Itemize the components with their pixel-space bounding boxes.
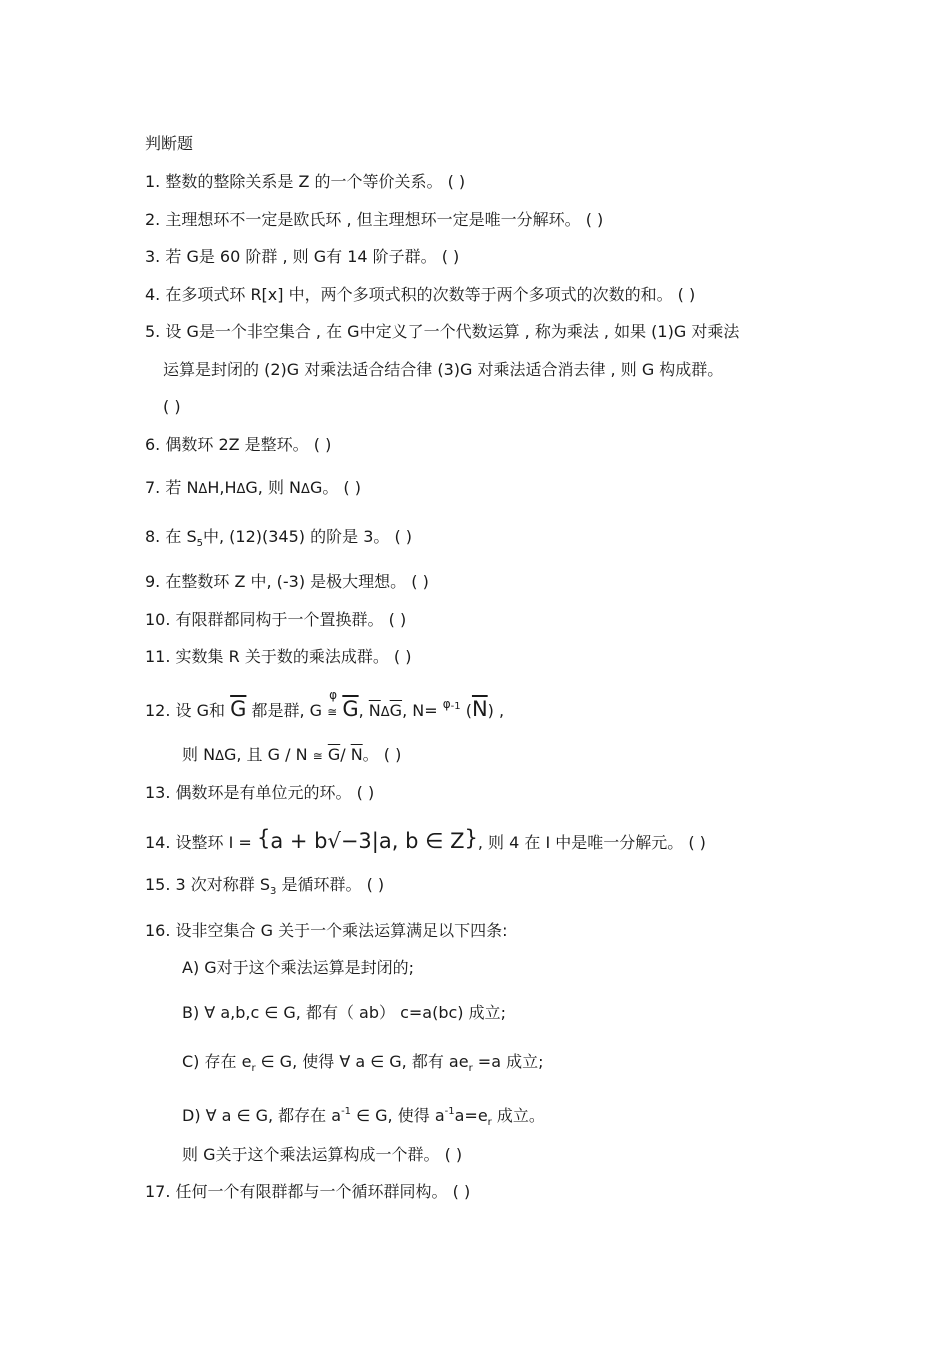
question-9: 9. 在整数环 Z 中, (-3) 是极大理想。 ( ): [145, 572, 429, 591]
q14-c: , 则 4 在 I 中是唯一分解元。 ( ): [477, 833, 706, 852]
q7-mid2: G, 则 N: [245, 478, 302, 497]
isomorphic-symbol: ≅: [312, 749, 323, 763]
q12-line2c: G, 且 G / N: [223, 745, 308, 764]
q16-d-superscript: -1: [341, 1106, 352, 1117]
q8-subscript: 5: [196, 538, 203, 549]
q12-l: (: [465, 701, 472, 720]
q12-gbar-3: $\overline{G}$: [389, 701, 403, 720]
q12-gbar-4: $\overline{G}$: [327, 745, 341, 764]
question-7: [145, 478, 361, 500]
q15-subscript: 3: [270, 886, 277, 897]
question-17: 17. 任何一个有限群都与一个循环群同构。 ( ): [145, 1182, 471, 1201]
q15-prefix: 15. 3 次对称群 S: [145, 875, 271, 894]
question-8: [145, 527, 412, 554]
question-12-line-1: [145, 688, 505, 723]
q12-line2h: 。 ( ): [362, 745, 402, 764]
normal-subgroup-symbol: Δ: [301, 482, 310, 497]
q12-a: 12. 设 G和: [145, 701, 226, 720]
question-6: 6. 偶数环 2Z 是整环。 ( ): [145, 435, 332, 454]
q16-d-mid: ∈ G, 使得 a: [351, 1106, 445, 1125]
q16-c-end: =a 成立;: [472, 1052, 544, 1071]
phi-inverse-symbol: φ: [442, 697, 451, 711]
q12-i: , N=: [402, 701, 438, 720]
question-16-title: 16. 设非空集合 G 关于一个乘法运算满足以下四条:: [145, 921, 508, 940]
q12-nbar-3: $\overline{N}$: [350, 745, 363, 764]
section-heading: 判断题: [145, 134, 194, 153]
q12-nbar-2: $\overline{N}$: [471, 697, 488, 721]
normal-subgroup-symbol: Δ: [236, 482, 246, 497]
q16-d-subscript: r: [487, 1117, 492, 1128]
question-11: 11. 实数集 R 关于数的乘法成群。 ( ): [145, 647, 412, 666]
q14-a: 14. 设整环 I =: [145, 833, 252, 852]
question-3: 3. 若 G是 60 阶群 , 则 G有 14 阶子群。 ( ): [145, 247, 460, 266]
question-15: [145, 875, 384, 902]
question-5-line-2: 运算是封闭的 (2)G 对乘法适合结合律 (3)G 对乘法适合消去律 , 则 G 构成群。: [163, 360, 724, 379]
question-14: [145, 828, 706, 853]
question-13: 13. 偶数环是有单位元的环。 ( ): [145, 783, 375, 802]
q14-left-brace: {: [256, 826, 271, 850]
q8-prefix: 8. 在 S: [145, 527, 197, 546]
q16-d-mid2: a=e: [454, 1106, 488, 1125]
normal-subgroup-symbol: Δ: [198, 482, 208, 497]
question-2: 2. 主理想环不一定是欧氏环 , 但主理想环一定是唯一分解环。 ( ): [145, 210, 604, 229]
question-16-condition-d: [182, 1102, 545, 1133]
q16-c-subscript: r: [251, 1063, 256, 1074]
q16-c-pre: C) 存在 e: [182, 1052, 252, 1071]
question-12-line-2: [182, 745, 401, 767]
inverse-superscript: -1: [450, 701, 461, 712]
q7-prefix: 7. 若 N: [145, 478, 199, 497]
normal-subgroup-symbol: Δ: [380, 705, 390, 720]
q12-slash: /: [340, 745, 346, 764]
question-5-line-3: ( ): [163, 397, 181, 416]
q12-c: 都是群, G: [251, 701, 323, 720]
question-16-conclusion: 则 G关于这个乘法运算构成一个群。 ( ): [182, 1145, 463, 1164]
q14-set-expression: a + b√−3|a, b ∈ Z: [270, 829, 465, 853]
question-16-condition-c: [182, 1052, 544, 1079]
question-16-condition-a: A) G对于这个乘法运算是封闭的;: [182, 958, 415, 977]
q16-c-mid: ∈ G, 使得 ∀ a ∈ G, 都有 ae: [255, 1052, 469, 1071]
question-5-line-1: 5. 设 G是一个非空集合 , 在 G中定义了一个代数运算 , 称为乘法 , 如果 (1)G 对乘法: [145, 322, 740, 341]
question-1: 1. 整数的整除关系是 Z 的一个等价关系。 ( ): [145, 172, 466, 191]
q14-right-brace: }: [464, 826, 478, 850]
q16-c-subscript-2: r: [468, 1063, 473, 1074]
normal-subgroup-symbol: Δ: [215, 749, 224, 764]
q12-e: ,: [358, 701, 369, 720]
q8-rest: 中, (12)(345) 的阶是 3。 ( ): [202, 527, 413, 546]
q7-mid3: G。 ( ): [309, 478, 361, 497]
q15-rest: 是循环群。 ( ): [276, 875, 385, 894]
q16-d-end: 成立。: [491, 1106, 545, 1125]
q12-line2a: 则 N: [182, 745, 216, 764]
q16-d-superscript-2: -1: [444, 1106, 455, 1117]
q12-gbar-2: $\overline{G}$: [342, 697, 359, 721]
q16-d-pre: D) ∀ a ∈ G, 都存在 a: [182, 1106, 342, 1125]
question-10: 10. 有限群都同构于一个置换群。 ( ): [145, 610, 407, 629]
q7-mid1: H,H: [207, 478, 237, 497]
q12-n: ) ,: [487, 701, 505, 720]
q12-gbar: $\overline{G}$: [230, 697, 247, 721]
q12-nbar: $\overline{N}$: [368, 701, 381, 720]
phi-symbol: φ: [329, 688, 338, 702]
question-4: 4. 在多项式环 R[x] 中，两个多项式积的次数等于两个多项式的次数的和。 ( ): [145, 285, 696, 304]
isomorphic-symbol: ≅: [327, 705, 338, 719]
question-16-condition-b: B) ∀ a,b,c ∈ G, 都有（ ab） c=a(bc) 成立;: [182, 1003, 507, 1022]
